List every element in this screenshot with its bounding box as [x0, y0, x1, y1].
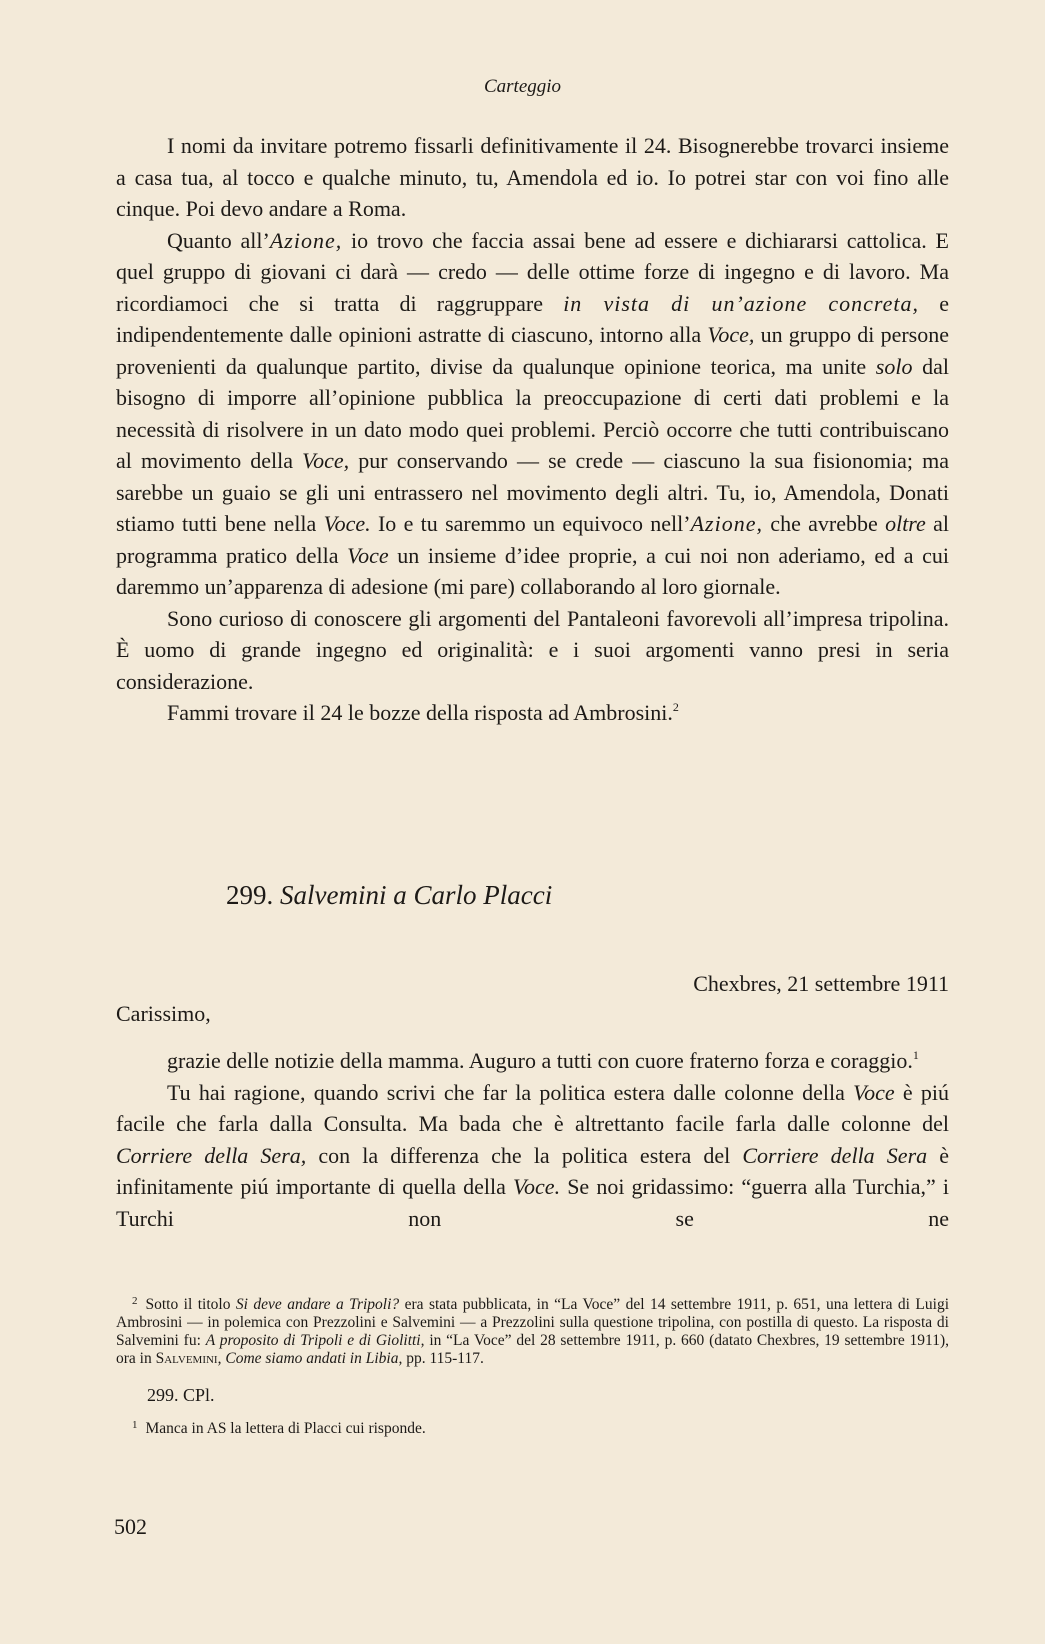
emphasis: solo	[875, 353, 913, 379]
journal-title: Voce	[853, 1079, 895, 1105]
text: con la differenza che la politica estera del	[306, 1142, 743, 1168]
text: è infinitamente piú importante di quella della	[116, 1142, 950, 1199]
article-title: A proposito di Tripoli e di Giolitti,	[205, 1332, 425, 1349]
letter-298-continuation	[116, 130, 949, 729]
letter-heading	[226, 880, 552, 911]
paragraph	[116, 697, 949, 729]
paragraph	[116, 1045, 949, 1077]
text: un insieme d’idee proprie, a cui noi non aderiamo, ed a cui daremmo un’apparenza di adesione (mi pare) collaborando al loro giornale.	[116, 542, 949, 599]
footnote-1	[116, 1416, 949, 1438]
emphasis: oltre	[885, 511, 926, 536]
journal-title: Voce	[347, 542, 389, 568]
text: che avrebbe	[763, 511, 886, 536]
footnote-marker[interactable]: 1	[912, 1048, 919, 1062]
book-title: Come siamo andati in Libia,	[225, 1350, 403, 1367]
text: dal bisogno di imporre all’opinione pubblica la preoccupazione di certi dati problemi e la necessità di risolvere in un dato modo quei problemi. Perciò occorre che tutti contribuiscano al movimento della	[116, 353, 949, 473]
newspaper-title: Corriere della Sera	[742, 1142, 928, 1168]
text: ,	[217, 1350, 226, 1367]
text: I nomi da invitare potremo fissarli definitivamente il 24. Bisognerebbe trovarci insieme a casa tua, al tocco e qualche minuto, tu, Amendola ed io. Io potrei star con voi fino alle cinque. Poi devo andare a Roma.	[116, 133, 949, 221]
newspaper-title: Corriere della Sera,	[116, 1142, 307, 1168]
footnotes	[116, 1292, 949, 1438]
text: e indipendentemente dalle opinioni astratte di ciascuno, intorno alla	[116, 290, 949, 347]
journal-title: Azione,	[690, 511, 763, 536]
text: Fammi trovare il 24 le bozze della risposta ad Ambrosini.	[167, 700, 673, 725]
text: in “La Voce” del 28 settembre 1911, p. 660 (datato Chexbres, 19 settembre 1911), ora in	[116, 1332, 949, 1367]
journal-title: Voce.	[513, 1174, 561, 1199]
text: Quanto all’	[167, 227, 270, 253]
author-name: Salvemini	[155, 1350, 218, 1367]
letter-source-ref: 299. CPl.	[147, 1385, 215, 1405]
text: pur conservando — se crede — ciascuno la sua fisionomia; ma sarebbe un guaio se gli uni entrassero nel movimento degli altri. Tu, io, Amendola, Donati stiamo tutti bene nella	[116, 448, 949, 536]
letter-title: Salvemini a Carlo Placci	[280, 880, 553, 910]
text: pp. 115-117.	[402, 1350, 484, 1367]
text: un gruppo di persone provenienti da qualunque partito, divise da qualunque opinione teorica, ma unite	[116, 322, 949, 379]
running-head: Carteggio	[483, 76, 562, 97]
footnote-mark: 2	[132, 1295, 138, 1307]
text: Se noi gridassimo: “guerra alla Turchia,” i Turchi non se ne	[116, 1174, 949, 1231]
paragraph	[116, 225, 949, 603]
paragraph	[116, 603, 949, 698]
journal-title: Azione,	[269, 227, 343, 253]
salutation: Carissimo,	[116, 1001, 211, 1026]
text: è piú facile che farla dalla Consulta. Ma bada che è altrettanto facile farla dalle colonne del	[116, 1079, 949, 1136]
paragraph	[116, 1077, 949, 1235]
footnote-mark: 1	[132, 1419, 138, 1431]
text: Sotto il titolo	[145, 1296, 236, 1313]
text: Tu hai ragione, quando scrivi che far la politica estera dalle colonne della	[167, 1079, 854, 1105]
dateline: Chexbres, 21 settembre 1911	[693, 971, 949, 996]
footnote-marker[interactable]: 2	[672, 700, 679, 714]
text: Io e tu saremmo un equivoco nell’	[370, 511, 691, 536]
journal-title: Voce.	[323, 511, 371, 536]
journal-title: Voce,	[707, 322, 755, 347]
page-number: 502	[114, 1514, 147, 1539]
text: grazie delle notizie della mamma. Auguro a tutti con cuore fraterno forza e coraggio.	[167, 1048, 913, 1073]
letter-number: 299.	[226, 880, 274, 910]
journal-title: Voce,	[302, 448, 350, 473]
letter-299-body	[116, 1045, 949, 1234]
paragraph	[116, 130, 949, 225]
text: Manca in AS la lettera di Placci cui risponde.	[145, 1420, 426, 1437]
text: al programma pratico della	[116, 511, 949, 568]
text: Sono curioso di conoscere gli argomenti del Pantaleoni favorevoli all’impresa tripolina. È uomo di grande ingegno ed originalità: e i suoi argomenti vanno presi in seria considerazione.	[116, 605, 949, 694]
emphasis: in vista di un’azione concreta,	[563, 290, 920, 316]
footnote-2	[116, 1292, 949, 1368]
text: era stata pubblicata, in “La Voce” del 14 settembre 1911, p. 651, una lettera di Luigi Ambrosini — in polemica con Prezzolini e Salvemini — a Prezzolini sulla questione tripolina, con postilla di questo. La risposta di Salvemini fu:	[116, 1296, 949, 1349]
text: io trovo che faccia assai bene ad essere e dichiararsi cattolica. E quel gruppo di giovani ci darà — credo — delle ottime forze di ingegno e di lavoro. Ma ricordiamoci che si tratta di raggruppare	[116, 227, 949, 316]
article-title: Si deve andare a Tripoli?	[235, 1296, 400, 1313]
